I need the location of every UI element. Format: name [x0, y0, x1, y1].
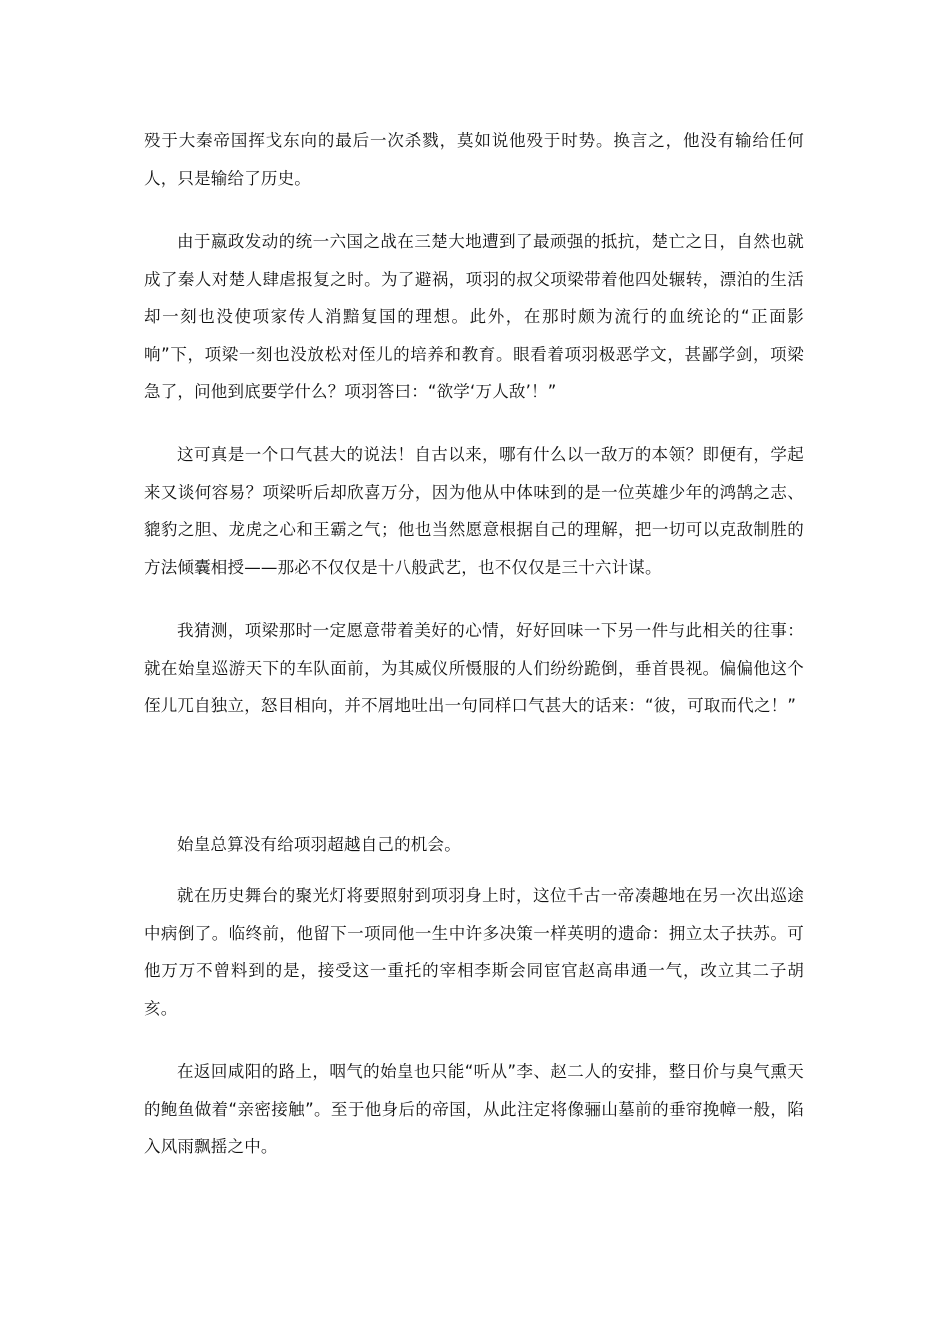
paragraph-7: 在返回咸阳的路上，咽气的始皇也只能“听从”李、赵二人的安排，整日价与臭气熏天的鲍鱼做着“亲密接触”。至于他身后的帝国，从此注定将像骊山墓前的垂帘挽幛一般，陷入风雨飘摇之中。	[144, 1062, 804, 1156]
paragraph-3: 这可真是一个口气甚大的说法！自古以来，哪有什么以一敌万的本领？即便有，学起来又谈何容易？项梁听后却欣喜万分，因为他从中体味到的是一位英雄少年的鸿鹄之志、貔豹之胆、龙虎之心和王霸之气；他也当然愿意根据自己的理解，把一切可以克敌制胜的方法倾囊相授——那必不仅仅是十八般武艺，也不仅仅是三十六计谋。	[144, 445, 804, 577]
paragraph-4: 我猜测，项梁那时一定愿意带着美好的心情，好好回味一下另一件与此相关的往事：就在始皇巡游天下的车队面前，为其威仪所慑服的人们纷纷跪倒，垂首畏视。偏偏他这个侄儿兀自独立，怒目相向，并不屑地吐出一句同样口气甚大的话来：“彼，可取而代之！”	[144, 621, 804, 715]
paragraph-5: 始皇总算没有给项羽超越自己的机会。	[177, 835, 461, 854]
paragraph-6: 就在历史舞台的聚光灯将要照射到项羽身上时，这位千古一帝凑趣地在另一次出巡途中病倒了。临终前，他留下一项同他一生中许多决策一样英明的遗命：拥立太子扶苏。可他万万不曾料到的是，接受这一重托的宰相李斯会同宦官赵高串通一气，改立其二子胡亥。	[144, 886, 804, 1018]
paragraph-1: 殁于大秦帝国挥戈东向的最后一次杀戮，莫如说他殁于时势。换言之，他没有输给任何人，只是输给了历史。	[144, 131, 804, 188]
paragraph-2: 由于嬴政发动的统一六国之战在三楚大地遭到了最顽强的抵抗，楚亡之日，自然也就成了秦人对楚人肆虐报复之时。为了避祸，项羽的叔父项梁带着他四处辗转，漂泊的生活却一刻也没使项家传人消黯复国的理想。此外，在那时颇为流行的血统论的“正面影响”下，项梁一刻也没放松对侄儿的培养和教育。眼看着项羽极恶学文，甚鄙学剑，项梁急了，问他到底要学什么？项羽答曰：“欲学‘万人敌’！”	[144, 232, 804, 401]
